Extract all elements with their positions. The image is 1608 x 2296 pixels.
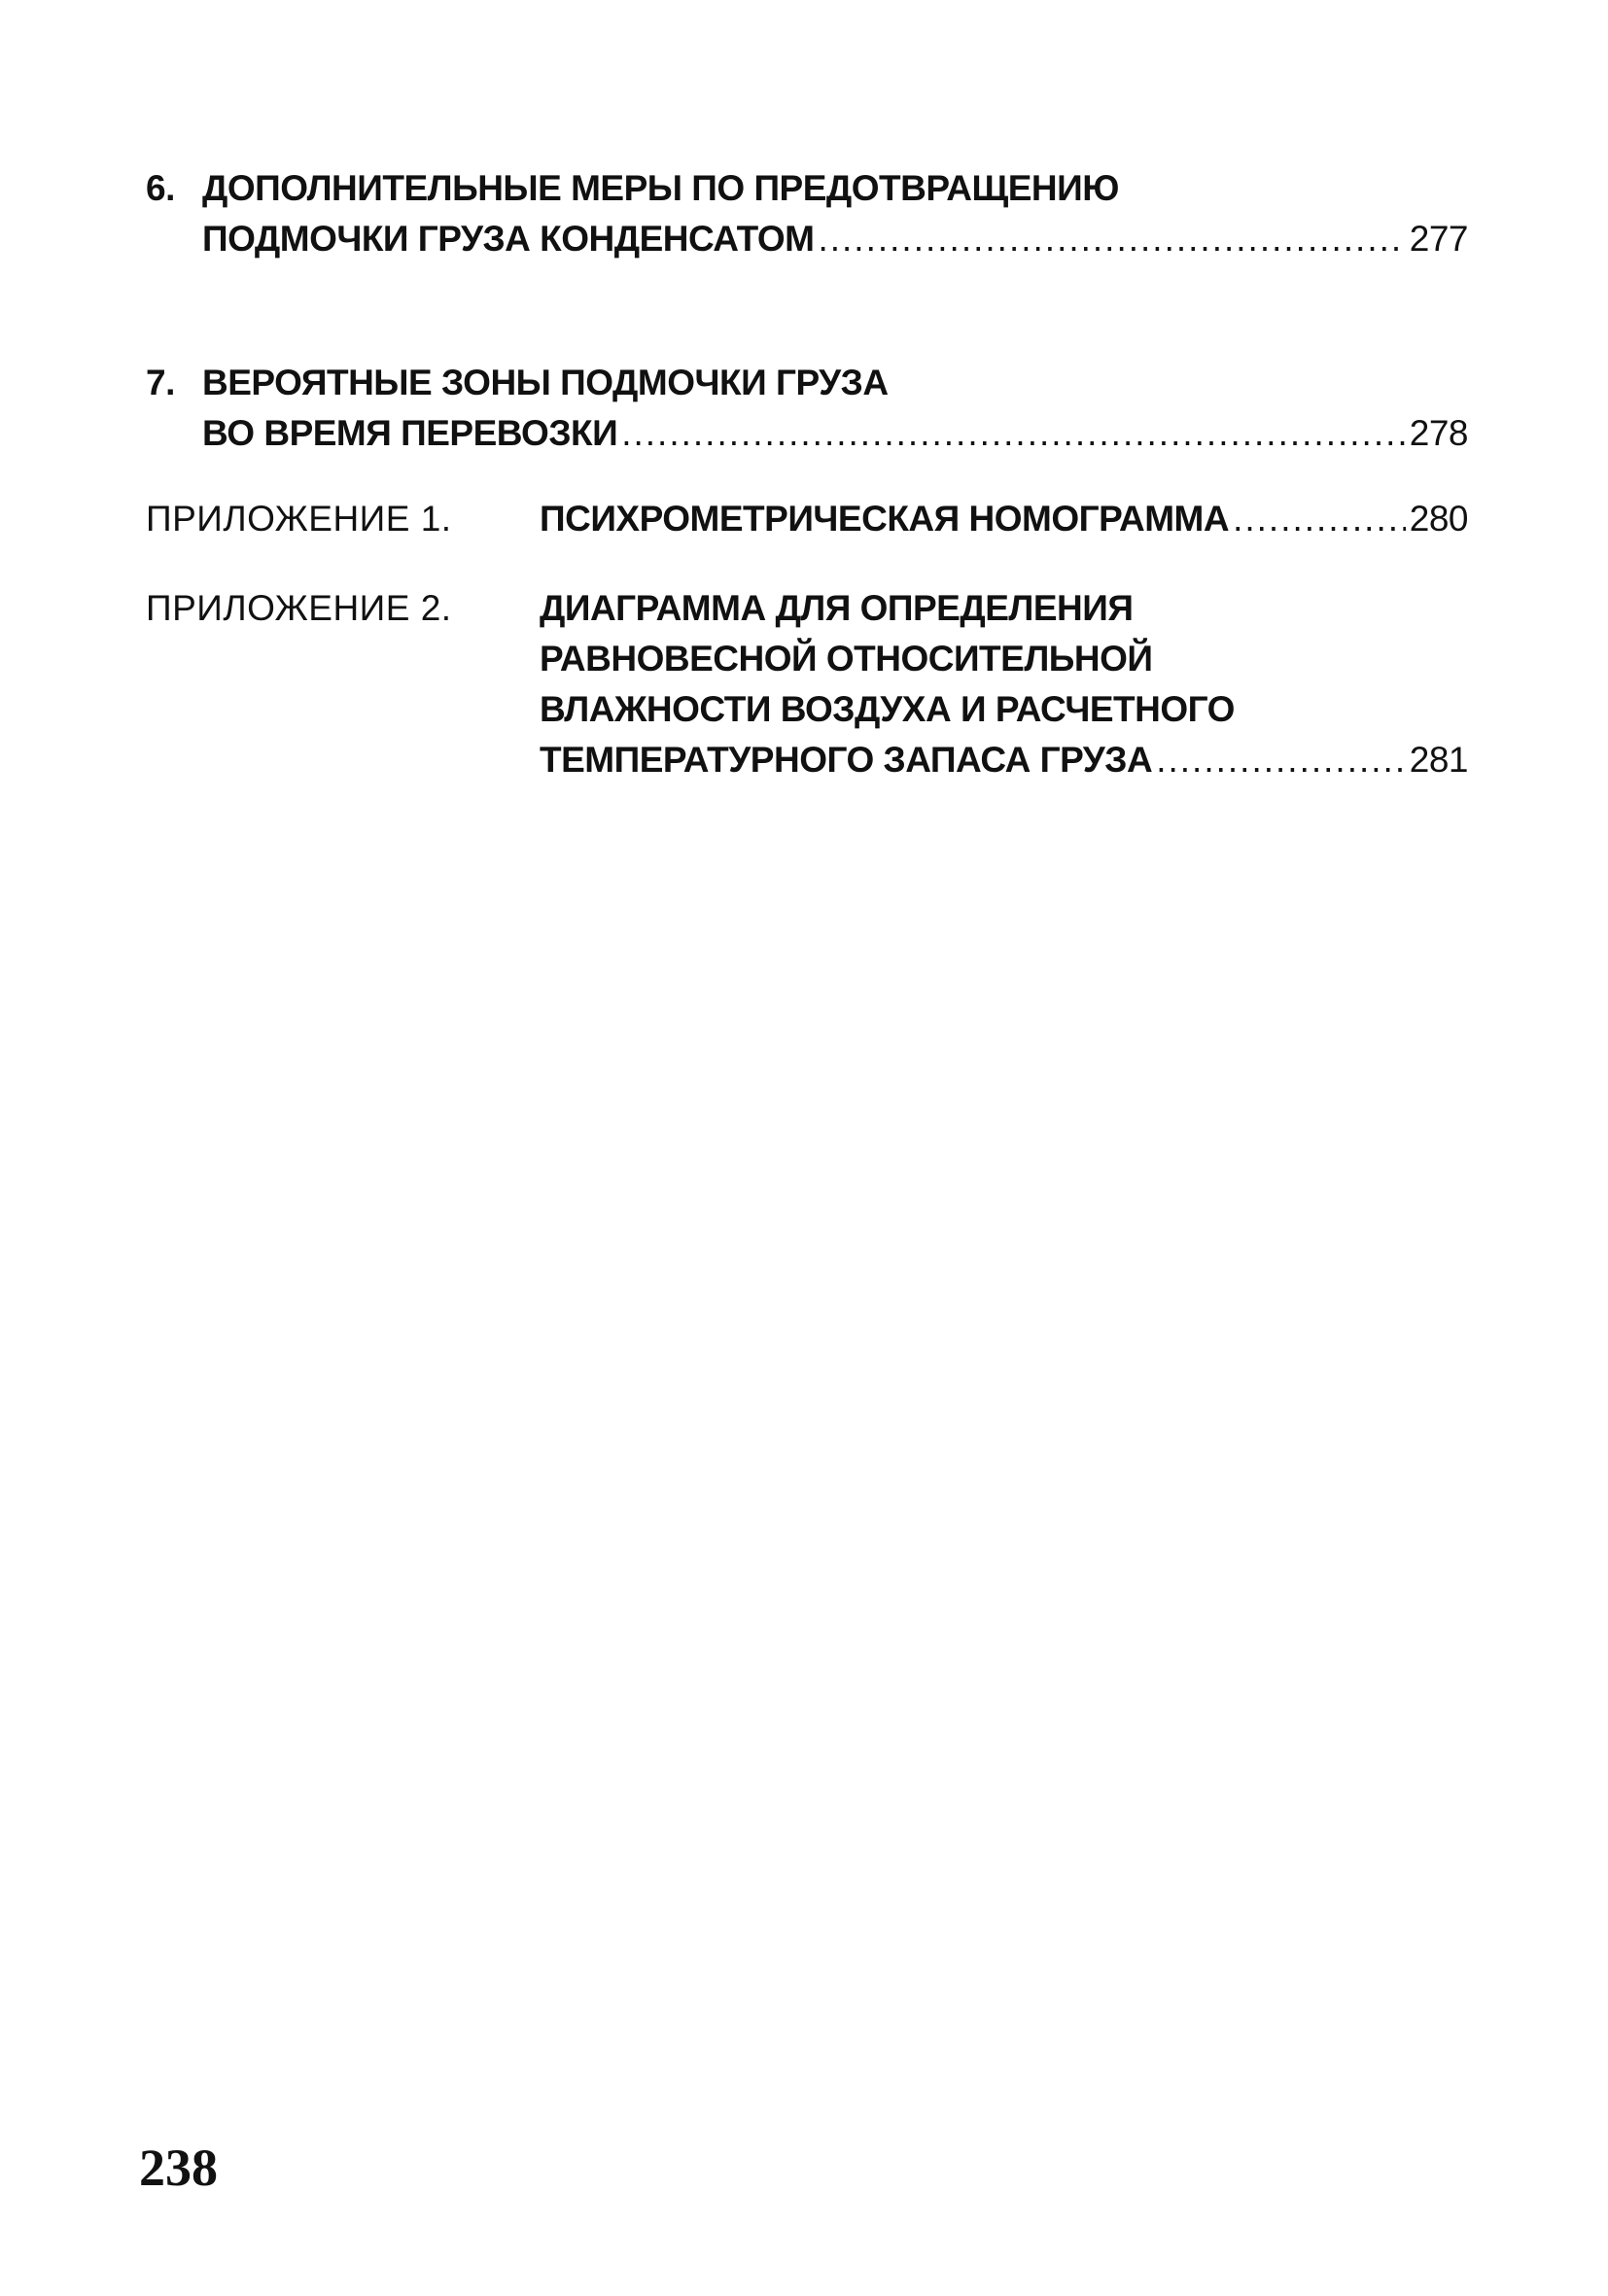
toc-entry-number: 7. [146, 363, 175, 402]
toc-page-number: 281 [1409, 740, 1468, 780]
toc-entry-title-line: ТЕМПЕРАТУРНОГО ЗАПАСА ГРУЗА [540, 740, 1153, 780]
toc-entry-title-line-with-page [202, 214, 1468, 264]
toc-page-number: 277 [1409, 219, 1468, 259]
appendix-label: ПРИЛОЖЕНИЕ 1. [146, 499, 452, 539]
appendix-label: ПРИЛОЖЕНИЕ 2. [146, 588, 452, 628]
toc-entry-title-line-with-page [540, 735, 1468, 785]
toc-entry-title-line: РАВНОВЕСНОЙ ОТНОСИТЕЛЬНОЙ [540, 639, 1153, 678]
toc-entry-title-line-with-page [202, 408, 1468, 459]
toc-entry-title-line: ДОПОЛНИТЕЛЬНЫЕ МЕРЫ ПО ПРЕДОТВРАЩЕНИЮ [202, 168, 1119, 208]
toc-page-number: 280 [1409, 499, 1468, 539]
toc-entry-title-line: ПОДМОЧКИ ГРУЗА КОНДЕНСАТОМ [202, 219, 815, 259]
toc-entry-title-line: ПСИХРОМЕТРИЧЕСКАЯ НОМОГРАММА [540, 499, 1230, 539]
dot-leader [1233, 494, 1406, 544]
dot-leader [818, 214, 1405, 264]
dot-leader [621, 408, 1406, 459]
toc-entry-title-line: ВЕРОЯТНЫЕ ЗОНЫ ПОДМОЧКИ ГРУЗА [202, 363, 889, 402]
toc-entry-number: 6. [146, 168, 175, 208]
toc-page-number: 278 [1409, 413, 1468, 453]
dot-leader [1156, 735, 1406, 785]
toc-entry-title-line: ДИАГРАММА ДЛЯ ОПРЕДЕЛЕНИЯ [540, 588, 1134, 628]
page-number: 238 [139, 2139, 218, 2197]
toc-entry-title-line-with-page [540, 494, 1468, 544]
toc-entry-title-line: ВО ВРЕМЯ ПЕРЕВОЗКИ [202, 413, 618, 453]
toc-entry-title-line: ВЛАЖНОСТИ ВОЗДУХА И РАСЧЕТНОГО [540, 689, 1235, 729]
